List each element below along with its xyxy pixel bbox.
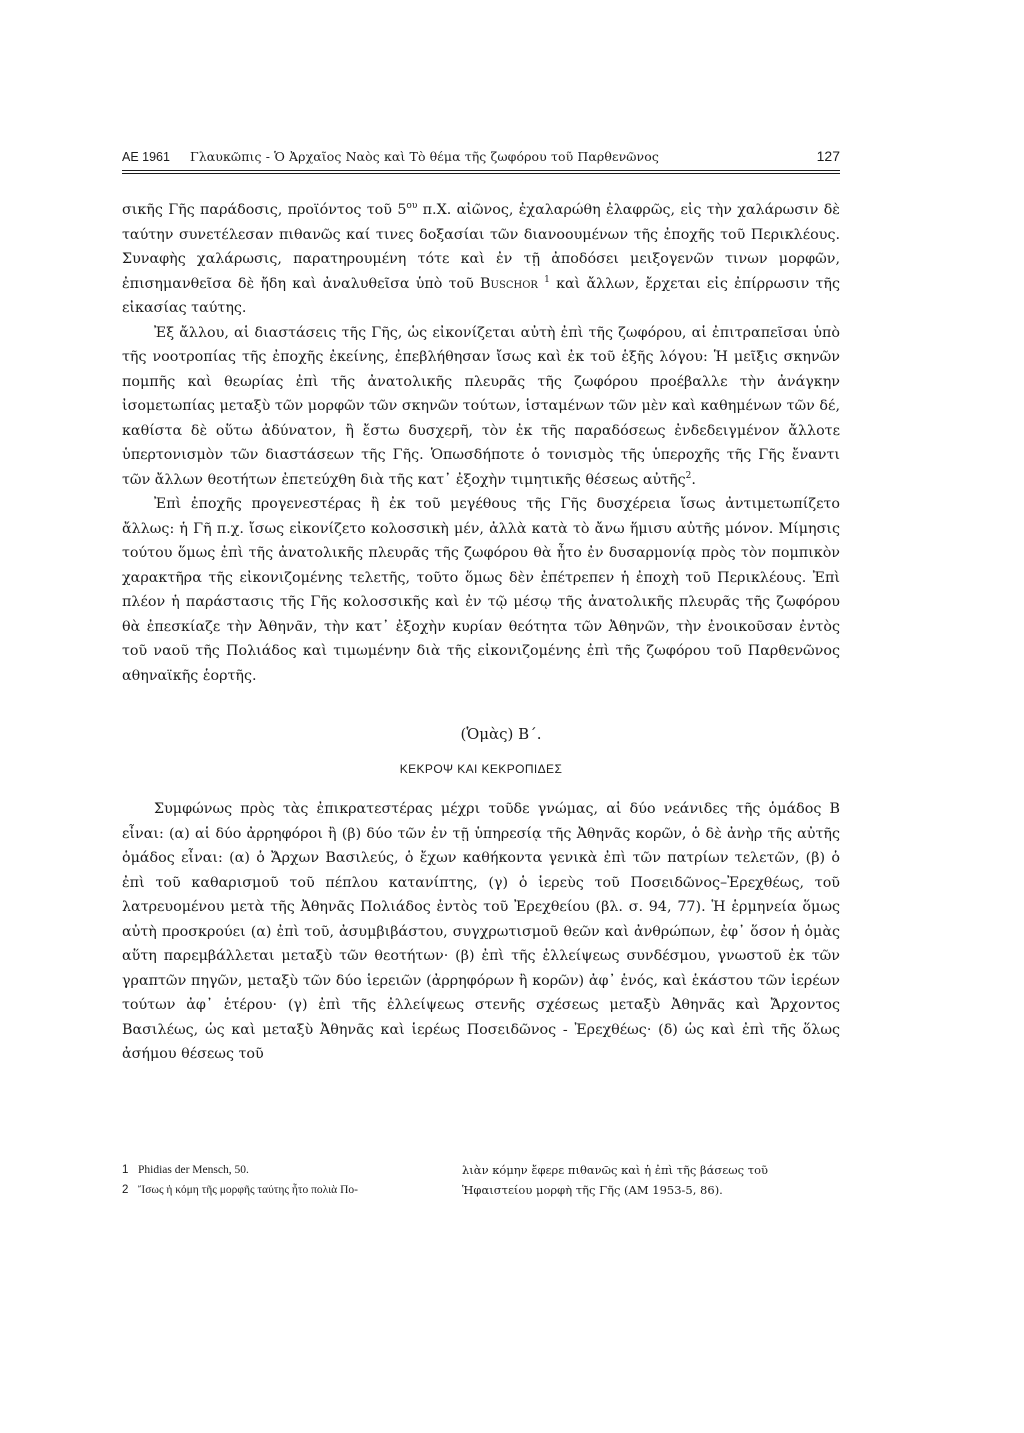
paragraph-1: σικῆς Γῆς παράδοσις, προϊόντος τοῦ $5^{o\upsilon}$ π.Χ. αἰῶνος, ἐχαλαρώθη ἐλαφρῶς, εἰς τὴν χαλάρωσιν δὲ ταύτην συνετέλεσαν πιθανῶς καί τινες δοξασίαι τῶν διανοουμένων τῆς ἐποχῆς τοῦ Περικλέους. Συναφὴς χαλάρωσις, παρατηρουμένη τότε καὶ ἐν τῇ ἀποδόσει μειξογενῶν τινων μορφῶν, ἐπισημανθεῖσα δὲ ἤδη καὶ ἀναλυθεῖσα ὑπὸ τοῦ Buschor $^1$ καὶ ἄλλων, ἔρχεται εἰς ἐπίρρωσιν τῆς εἰκασίας ταύτης.	[122, 201, 841, 316]
footnote-row-2	[122, 1180, 840, 1200]
section-label: (Ὁμὰς) Β΄.	[460, 725, 542, 743]
footnote-1-text: Phidias der Mensch, 50.	[138, 1164, 249, 1176]
footnote-2-continuation-1: λιὰν κόμην ἔφερε πιθανῶς καὶ ἡ ἐπὶ τῆς βάσεως τοῦ	[462, 1163, 768, 1177]
paragraph-3: Ἐπὶ ἐποχῆς προγενεστέρας ἢ ἐκ τοῦ μεγέθους τῆς Γῆς δυσχέρεια ἴσως ἀντιμετωπίζετο ἄλλως: ἡ Γῆ π.χ. ἴσως εἰκονίζετο κολοσσικὴ μέν, ἀλλὰ κατὰ τὸ ἄνω ἥμισυ αὐτῆς μόνον. Μίμησις τούτου ὅμως ἐπὶ τῆς ἀνατολικῆς πλευρᾶς τῆς ζωφόρου θὰ ἦτο ἐν δυσαρμονίᾳ πρὸς τὸν πομπικὸν χαρακτῆρα τῆς εἰκονιζομένης τελετῆς, τοῦτο ὅμως δὲν ἐπέτρεπεν ἡ ἐποχὴ τοῦ Περικλέους. Ἐπὶ πλέον ἡ παράστασις τῆς Γῆς κολοσσικῆς καὶ ἐν τῷ μέσῳ τῆς ἀνατολικῆς πλευρᾶς τῆς ζωφόρου θὰ ἐπεσκίαζε τὴν Ἀθηνᾶν, τὴν κατ᾽ ἐξοχὴν κυρίαν θεότητα τῶν Ἀθηνῶν, τὴν ἐνοικοῦσαν ἐντὸς τοῦ ναοῦ τῆς Πολιάδος καὶ τιμωμένην διὰ τῆς εἰκονιζομένης ἐπὶ τῆς ζωφόρου τοῦ Παρθενῶνος αθηναϊκῆς ἑορτῆς.	[122, 496, 840, 684]
page	[122, 148, 840, 1067]
footnote-number-2: 2	[122, 1184, 129, 1196]
paragraph-2: Ἐξ ἄλλου, αἱ διαστάσεις τῆς Γῆς, ὡς εἰκονίζεται αὐτὴ ἐπὶ τῆς ζωφόρου, αἱ ἐπιτραπεῖσαι ὑπὸ τῆς νοοτροπίας τῆς ἐποχῆς ἐκείνης, ἐπεβλήθησαν ἴσως καὶ ἐκ τοῦ ἑξῆς λόγου: Ἡ μεῖξις σκηνῶν πομπῆς καὶ θεωρίας ἐπὶ τῆς ἀνατολικῆς πλευρᾶς τῆς ζωφόρου προέβαλλε τὴν ἀνάγκην ἰσομετωπίας μεταξὺ τῶν μορφῶν τῶν σκηνῶν τούτων, ἱσταμένων τῶν μὲν καὶ καθημένων τῶν δέ, καθίστα δὲ οὕτω ἀδύνατον, ἢ ἔστω δυσχερῆ, τὸν ἐκ τῆς παραδόσεως ἐνδεδειγμένον ἄλλοτε ὑπερτονισμὸν τῶν διαστάσεων τῆς Γῆς. Ὁπωσδήποτε ὁ τονισμὸς τῆς ὑπεροχῆς τῆς Γῆς ἔναντι τῶν ἄλλων θεοτήτων ἐπετεύχθη διὰ τῆς κατ᾽ ἐξοχὴν τιμητικῆς θέσεως αὐτῆς$^2$.	[122, 324, 840, 488]
footnote-2-text: Ἴσως ἡ κόμη τῆς μορφῆς ταύτης ἦτο πολιὰ Πο-	[138, 1184, 358, 1196]
header-rule-bottom	[122, 173, 840, 174]
page-number: 127	[816, 148, 840, 164]
journal-ref: ΑΕ 1961	[122, 150, 170, 164]
footnote-2-continuation-2: Ἡφαιστείου μορφὴ τῆς Γῆς (ΑΜ 1953-5, 86).	[462, 1183, 723, 1197]
section-title: ΚΕΚΡΟΨ ΚΑΙ ΚΕΚΡΟΠΙΔΕΣ	[399, 761, 563, 776]
footnote-ref-2: 2	[685, 470, 692, 481]
header-rule-top	[122, 170, 840, 171]
author-name: Buschor	[480, 275, 538, 292]
running-title: Γλαυκῶπις - Ὁ Ἀρχαῖος Ναὸς καὶ Τὸ θέμα τῆς ζωφόρου τοῦ Παρθενῶνος	[189, 149, 659, 164]
footnotes	[122, 1160, 840, 1200]
running-header	[122, 148, 840, 170]
paragraph-4: Συμφώνως πρὸς τὰς ἐπικρατεστέρας μέχρι τοῦδε γνώμας, αἱ δύο νεάνιδες τῆς ὁμάδος Β εἶναι: (α) αἱ δύο ἀρρηφόροι ἢ (β) δύο τῶν ἐν τῇ ὑπηρεσίᾳ τῆς Ἀθηνᾶς κορῶν, ὁ δὲ ἀνὴρ τῆς αὐτῆς ὁμάδος εἶναι: (α) ὁ Ἄρχων Βασιλεύς, ὁ ἔχων καθήκοντα γενικὰ ἐπὶ τῶν πατρίων τελετῶν, (β) ὁ ἐπὶ τοῦ καθαρισμοῦ τοῦ πέπλου κατανίπτης, (γ) ὁ ἱερεὺς τοῦ Ποσειδῶνος–Ἐρεχθέως, τοῦ λατρευομένου μετὰ τῆς Ἀθηνᾶς Πολιάδος ἐντὸς τοῦ Ἐρεχθείου (βλ. σ. 94, 77). Ἡ ἑρμηνεία ὅμως αὐτὴ προσκρούει (α) ἐπὶ τοῦ, ἀσυμβιβάστου, συγχρωτισμοῦ θεῶν καὶ ἀνθρώπων, ἐφ᾽ ὅσον ἡ ὁμὰς αὕτη παρεμβάλλεται μεταξὺ τῶν θεοτήτων· (β) ἐπὶ τῆς ἐλλείψεως συνδέσμου, γνωστοῦ ἐκ τῶν γραπτῶν πηγῶν, μεταξὺ τῶν δύο ἱερειῶν (ἀρρηφόρων ἢ κορῶν) ἀφ᾽ ἑνός, καὶ ἑκάστου τῶν ἱερέων τούτων ἀφ᾽ ἑτέρου· (γ) ἐπὶ τῆς ἐλλείψεως στενῆς σχέσεως μεταξὺ Ἀθηνᾶς καὶ Ἄρχοντος Βασιλέως, ὡς καὶ μεταξὺ Ἀθηνᾶς καὶ ἱερέως Ποσειδῶνος - Ἐρεχθέως· (δ) ὡς καὶ ἐπὶ τῆς ὅλως ἀσήμου θέσεως τοῦ	[122, 801, 840, 1062]
footnote-number-1: 1	[122, 1164, 129, 1176]
footnote-ref-1: 1	[544, 274, 550, 285]
footnote-row-1	[122, 1160, 840, 1180]
body-text	[122, 198, 840, 1067]
